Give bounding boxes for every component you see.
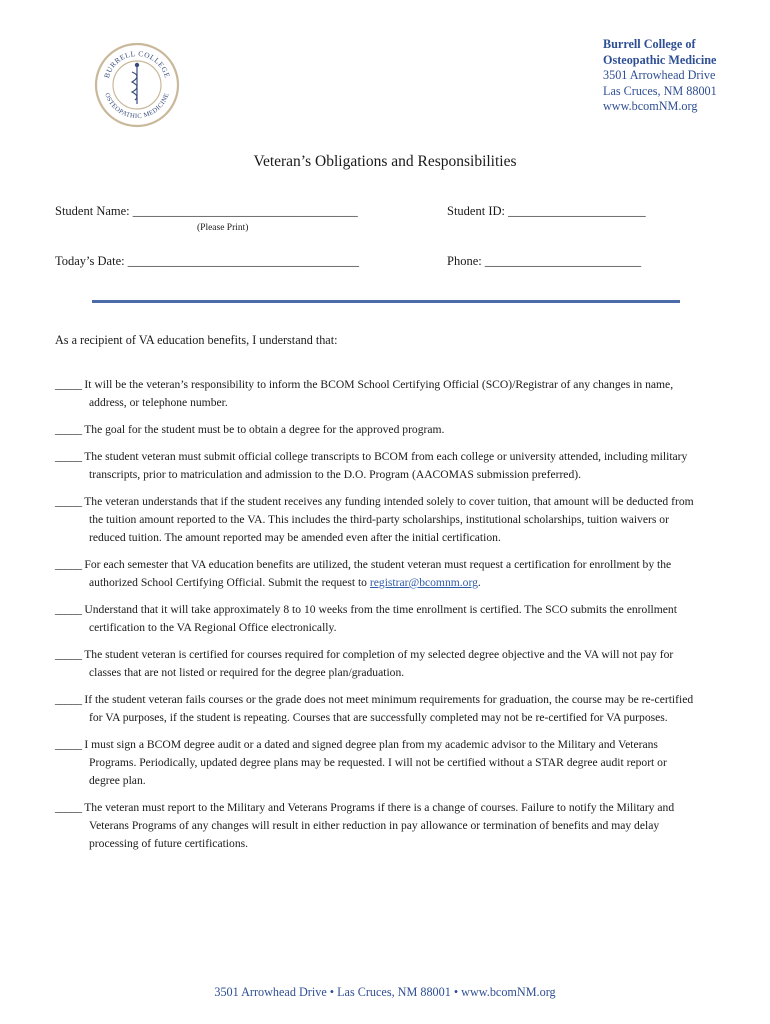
header-address-block <box>603 37 763 115</box>
section-divider <box>92 300 680 303</box>
initial-blank[interactable]: _____ <box>55 603 82 616</box>
initial-blank[interactable]: _____ <box>55 738 82 751</box>
header-street-address: 3501 Arrowhead Drive <box>603 68 716 83</box>
obligation-text: For each semester that VA education benefits are utilized, the student veteran must request a certification for enrollment by the authorized School Certifying Official. Submit the request to <box>84 558 672 589</box>
obligation-item <box>55 646 695 682</box>
todays-date-field[interactable]: Today’s Date: _____________________________________ <box>55 254 359 268</box>
please-print-hint: (Please Print) <box>197 223 249 233</box>
initial-blank[interactable]: _____ <box>55 378 82 391</box>
svg-text:OSTEOPATHIC MEDICINE: OSTEOPATHIC MEDICINE <box>103 92 171 121</box>
student-name-field[interactable]: Student Name: ____________________________________ <box>55 204 358 218</box>
header-city: Las Cruces, NM 88001 <box>603 83 717 98</box>
obligation-item <box>55 376 695 412</box>
org-name-line2: Osteopathic Medicine <box>603 52 717 67</box>
registrar-email-link[interactable]: registrar@bcomnm.org <box>369 576 478 589</box>
obligation-text: It will be the veteran’s responsibility to inform the BCOM School Certifying Official (SCO)/Registrar of any changes in name, address, or telephone number. <box>84 378 674 409</box>
obligation-item <box>55 556 695 592</box>
obligation-item <box>55 736 695 790</box>
initial-blank[interactable]: _____ <box>55 558 82 571</box>
org-name-line1: Burrell College of <box>603 37 696 51</box>
page-title: Veteran’s Obligations and Responsibilities <box>253 153 517 170</box>
phone-field[interactable]: Phone: _________________________ <box>447 254 642 268</box>
initial-blank[interactable]: _____ <box>55 648 82 661</box>
obligation-text: Understand that it will take approximately 8 to 10 weeks from the time enrollment is certified. The SCO submits the enrollment certification to the VA Regional Office electronically. <box>84 603 677 634</box>
footer-address: 3501 Arrowhead Drive • Las Cruces, NM 88001 • www.bcomNM.org <box>214 985 556 999</box>
obligation-text: The student veteran is certified for courses required for completion of my selected degree objective and the VA will not pay for classes that are not listed or required for the degree plan/graduation. <box>84 648 674 679</box>
obligation-text: The veteran understands that if the student receives any funding intended solely to cover tuition, that amount will be deducted from the tuition amount reported to the VA. This includes the third-party scholarships, institutional scholarships, tuition waivers or reduced tuition. The amount reported may be amended even after the initial certification. <box>84 495 694 544</box>
caduceus-icon <box>132 63 139 104</box>
initial-blank[interactable]: _____ <box>55 693 82 706</box>
initial-blank[interactable]: _____ <box>55 495 82 508</box>
obligation-text: The student veteran must submit official college transcripts to BCOM from each college or university attended, including military transcripts, prior to matriculation and admission to the D.O. Program (AACOMAS submission preferred). <box>84 450 688 481</box>
obligation-item <box>55 421 695 439</box>
obligation-item <box>55 691 695 727</box>
obligation-item <box>55 448 695 484</box>
obligation-text: The veteran must report to the Military and Veterans Programs if there is a change of courses. Failure to notify the Military and Veterans Programs of any changes will result in either reduction in pay allowance or termination of benefits and may delay processing of future certifications. <box>84 801 675 850</box>
obligation-text: If the student veteran fails courses or the grade does not meet minimum requirements for graduation, the course may be re-certified for VA purposes, if the student is repeating. Courses that are successfully completed may not be re-certified for VA purposes. <box>84 693 694 724</box>
obligations-list <box>55 376 695 862</box>
obligation-text: The goal for the student must be to obtain a degree for the approved program. <box>84 423 445 436</box>
svg-text:BURRELL COLLEGE: BURRELL COLLEGE <box>101 48 173 80</box>
obligation-item <box>55 493 695 547</box>
initial-blank[interactable]: _____ <box>55 423 82 436</box>
college-seal-logo <box>94 42 180 128</box>
header-website[interactable]: www.bcomNM.org <box>603 99 698 114</box>
student-id-field[interactable]: Student ID: ______________________ <box>447 204 646 218</box>
obligation-text-end: . <box>477 576 481 589</box>
obligation-text: I must sign a BCOM degree audit or a dated and signed degree plan from my academic advisor to the Military and Veterans Programs. Periodically, updated degree plans may be requested. I will not be certified without a STAR degree audit report or degree plan. <box>84 738 667 787</box>
obligation-item <box>55 601 695 637</box>
intro-text: As a recipient of VA education benefits, I understand that: <box>55 333 338 347</box>
initial-blank[interactable]: _____ <box>55 801 82 814</box>
obligation-item <box>55 799 695 853</box>
initial-blank[interactable]: _____ <box>55 450 82 463</box>
